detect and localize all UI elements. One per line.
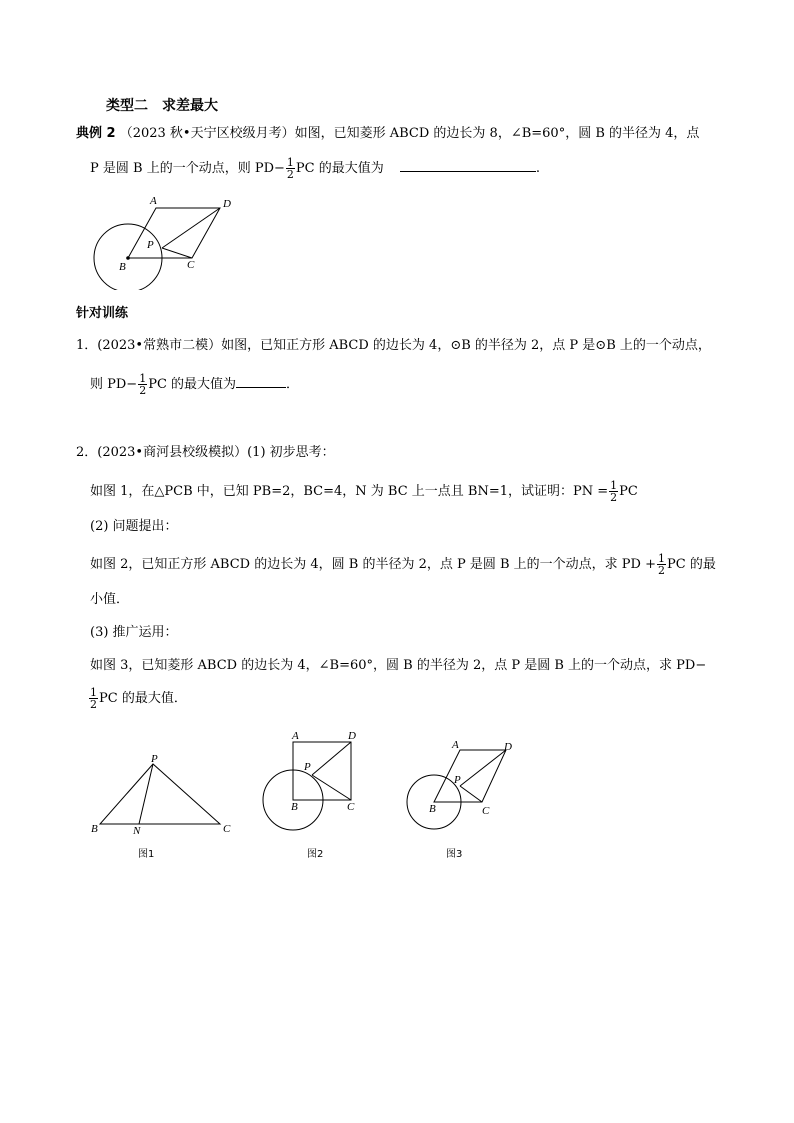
- label-p: P: [454, 774, 461, 786]
- section-title: 类型二 求差最大: [106, 98, 218, 114]
- answer-blank[interactable]: [236, 387, 286, 388]
- fraction-half: $\frac{1}{2}$: [658, 552, 666, 577]
- practice-header: 针对训练: [76, 306, 129, 321]
- label-p: P: [147, 239, 154, 251]
- q2-line-2: 如图 1，在△PCB 中，已知 PB=2，BC=4，N 为 BC 上一点且 BN=1，试证明：PN = $\frac{1}{2}$ PC: [90, 479, 638, 504]
- rhombus-abcd: [434, 750, 506, 802]
- segment-pd: [162, 208, 220, 248]
- example-2-line-2: P 是圆 B 上的一个动点，则 PD− $\frac{1}{2}$ PC 的最大值为 .: [90, 156, 541, 181]
- segment-pd: [312, 742, 351, 775]
- label-b: B: [429, 803, 436, 815]
- label-b: B: [291, 801, 298, 813]
- triangle-pcb: [100, 764, 220, 824]
- q2-line-6: (3) 推广运用：: [90, 625, 178, 640]
- segment-pc: [162, 248, 192, 258]
- caption-fig1: 图1: [138, 849, 155, 860]
- label-a: A: [150, 195, 157, 207]
- q2-line-7: 如图 3，已知菱形 ABCD 的边长为 4，∠B=60°，圆 B 的半径为 2，点 P 是圆 B 上的一个动点，求 PD−: [90, 658, 707, 673]
- fraction-half: $\frac{1}{2}$: [286, 156, 294, 181]
- figure-3: [402, 734, 522, 864]
- example-2-text: （2023 秋•天宁区校级月考）如图，已知菱形 ABCD 的边长为 8，∠B=60°，圆 B 的半径为 4，点: [115, 126, 700, 141]
- label-d: D: [223, 198, 231, 210]
- q2-line-5: 小值．: [90, 592, 130, 607]
- label-c: C: [187, 259, 195, 271]
- example-2-text-b: PC 的最大值为: [295, 161, 384, 176]
- segment-pc: [312, 775, 351, 800]
- label-d: D: [504, 741, 512, 753]
- answer-blank[interactable]: [400, 171, 536, 172]
- caption-fig2: 图2: [307, 849, 324, 860]
- fraction-half: $\frac{1}{2}$: [90, 686, 97, 711]
- label-d: D: [348, 730, 356, 742]
- q1-line-1: 1．(2023•常熟市二模）如图，已知正方形 ABCD 的边长为 4，⊙B 的半径为 2，点 P 是⊙B 上的一个动点，: [76, 338, 711, 353]
- q2-line-8: $\frac{1}{2}$ PC 的最大值．: [90, 686, 187, 711]
- label-a: A: [452, 739, 459, 751]
- center-b: [126, 256, 130, 260]
- q2-line-4: 如图 2，已知正方形 ABCD 的边长为 4，圆 B 的半径为 2，点 P 是圆 B 上的一个动点，求 PD + $\frac{1}{2}$ PC 的最: [90, 552, 716, 577]
- q2-line-1: 2．(2023•商河县校级模拟）(1) 初步思考：: [76, 445, 335, 460]
- rhombus-abcd: [128, 208, 220, 258]
- fraction-half: $\frac{1}{2}$: [610, 479, 618, 504]
- example-label: 典例 2: [76, 126, 116, 141]
- caption-fig3: 图3: [446, 849, 463, 860]
- label-c: C: [482, 805, 490, 817]
- label-b: B: [119, 261, 126, 273]
- q2-line-3: (2) 问题提出：: [90, 519, 178, 534]
- label-p: P: [304, 761, 311, 773]
- label-n: N: [133, 825, 141, 837]
- segment-pc: [460, 786, 482, 802]
- example-2-figure: [80, 190, 240, 290]
- example-2-text-a: P 是圆 B 上的一个动点，则 PD−: [90, 161, 285, 176]
- q1-line-2: 则 PD− $\frac{1}{2}$ PC 的最大值为 ．: [90, 372, 300, 397]
- fraction-half: $\frac{1}{2}$: [139, 372, 147, 397]
- label-c: C: [347, 801, 355, 813]
- label-b: B: [91, 823, 98, 835]
- figure-1: [88, 752, 248, 864]
- example-2-line-1: [76, 125, 699, 143]
- segment-pd: [460, 750, 506, 786]
- label-p: P: [151, 753, 158, 765]
- segment-pn: [139, 764, 153, 824]
- label-c: C: [223, 823, 231, 835]
- label-a: A: [292, 730, 299, 742]
- figure-2: [255, 728, 375, 864]
